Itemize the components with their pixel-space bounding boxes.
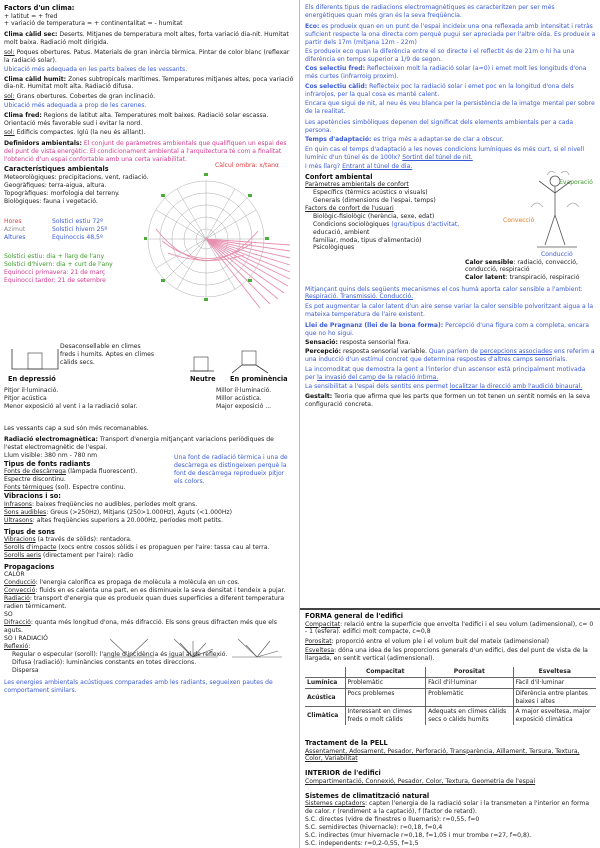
vessants-note: Les vessants cap a sud són més recomanables. bbox=[4, 425, 149, 433]
left-column bbox=[4, 0, 294, 848]
reflexio-section bbox=[4, 635, 294, 679]
neu-note: Encara que sigui de nit, al neu és veu blanca per la persistència de la imatge mental per sobre de la realitat. bbox=[305, 100, 595, 116]
font-note: Una font de radiació tèrmica i una de descàrrega es distingeixen perquè la font de descàrrega reprodueix pitjor els colors. bbox=[174, 453, 288, 485]
caracteristiques-title: Característiques ambientals bbox=[4, 165, 109, 174]
percepcio: Percepció: resposta sensorial variable. Quan parlem de percepcions associades ens referim a una inducció d'un estímul concret que determina respostes d'altres camps sensorials. bbox=[305, 348, 595, 364]
sensacio: Sensació: resposta sensorial fixa. bbox=[305, 339, 411, 347]
neutral-sketch bbox=[190, 349, 214, 373]
sistemes-captadors: Sistemes captadors: capten l'energia de la radiació solar i la transmeten a l'interior en forma de calor. r (rendiment a la captació), f (factor de retard). bbox=[305, 800, 590, 816]
factors-usuari-title: Factors de confort de l'usuari bbox=[305, 204, 394, 212]
clima-fred: Clima fred: Regions de latitut alta. Temperatures molt baixes. Radiació solar escassa. Orientació més favorable sud i evitar la nord. bbox=[4, 111, 269, 127]
factors-item: familiar, moda, tipus d'alimentació) bbox=[313, 236, 422, 244]
millor-list: Millor il·luminació. Millor acústica. Major exposició ... bbox=[216, 387, 272, 411]
caracteristiques-item: Meteorològiques: precipitacions, vent, radiació. bbox=[4, 173, 149, 181]
mecanismes-question: Mitjançant quins dels següents mecanismes el cos humà aporta calor sensible a l'ambient: Respiració. Transmissió. Conducció. bbox=[305, 285, 583, 301]
parametres-item: Específics (tèrmics acústics o visuals) bbox=[313, 189, 428, 196]
caracteristiques-item: Geogràfiques: terra-aigua, altura. bbox=[4, 181, 107, 189]
forma-title: FORMA general de l'edifici bbox=[305, 612, 404, 620]
factors-item: educació, ambient bbox=[313, 228, 370, 236]
caracteristiques-item: Topogràfiques: morfologia del terreny. bbox=[4, 189, 120, 197]
ultrasons: Ultrasons: altes freqüències superiors a 20.000Hz, períodes molt petits. bbox=[4, 516, 223, 524]
table-cell: Diferència entre plantes baixes i altes bbox=[513, 688, 596, 707]
calcul-ombra: Càlcul ombra: x/tanα bbox=[215, 162, 279, 170]
right-column bbox=[305, 0, 596, 848]
forma-section bbox=[305, 612, 596, 848]
table-cell: Adequats en climes càlids secs o càlids humits bbox=[426, 707, 513, 725]
table-header: Porositat bbox=[426, 667, 513, 677]
sensibilitat: La sensibilitat a l'espai dels sentits ens permet localitzar la direcció amb l'audició binaural. bbox=[305, 383, 583, 391]
neutre: Neutre bbox=[190, 375, 216, 384]
reflexio-title: Reflexió: bbox=[4, 642, 31, 650]
sons-audibles: Sons audibles: Greus (>250Hz), Mitjans (250>1.000Hz), Aguts (<1.000Hz) bbox=[4, 508, 232, 516]
calor-latent: Calor latent: transpiració, respiració bbox=[465, 273, 580, 281]
table-header: Esveltesa bbox=[513, 667, 596, 677]
clima-calid-sec-ubicacio: Ubicació més adequada en les parts baixes de les vessants. bbox=[4, 66, 188, 74]
llei-pragnanz: Llei de Pragnanz (llei de la bona forma): Percepció d'una figura com a completa, encara que no ho sigui. bbox=[305, 321, 589, 337]
evaporacio-label: Evaporació bbox=[559, 178, 593, 186]
calor-label: CALOR bbox=[4, 571, 25, 579]
terrain-section bbox=[4, 343, 294, 409]
eco-2: Es produeix eco quan la diferència entre el so directe i el reflectit és de 21m o hi ha una diferència en temps superior a 1/9 de segon. bbox=[305, 48, 575, 64]
table-cell: Pocs problemes bbox=[345, 688, 426, 707]
conduccio: Conducció: l'energia calorífica es propaga de molècula a molècula en un cos. bbox=[4, 579, 240, 587]
table-cell: Problemàtic bbox=[345, 677, 426, 688]
table-row bbox=[305, 707, 596, 725]
table-cell: Fàcil d'il·luminar bbox=[513, 677, 596, 688]
temps-adaptacio: Temps d'adaptació: es triga més a adaptar-se de clar a obscur. bbox=[305, 136, 504, 144]
conveccio-label: Convecció bbox=[503, 216, 535, 224]
so-label: SO bbox=[4, 611, 13, 619]
pitjor-list: Pitjor il·luminació. Pitjor acústica Menor exposició al vent i a la radiació solar. bbox=[4, 387, 138, 411]
sistema-item: S.C. directes (vidre de finestres o lluernaris): r≈0,55, f=0 bbox=[305, 816, 480, 824]
desaconsellable: Desaconsellable en climes freds i humits. Aptes en climes càlids secs. bbox=[60, 343, 155, 367]
radiacio: Radiació: transport d'energia que es produeix quan dues superfícies a diferent temperatura radien tèrmicament. bbox=[4, 595, 285, 611]
clima-fred-sol: sol: Edificis compactes. Iglú (la neu és aïllant). bbox=[4, 129, 146, 137]
porositat: Porositat: proporció entre el volum ple i el volum buit del mateix (adimensional) bbox=[305, 637, 550, 645]
parametres-item: Generals (dimensions de l'espai, temps) bbox=[313, 196, 436, 204]
clima-calid-sec-sol: sol: Poques obertures. Patus. Materials de gran inèrcia tèrmica. Pintar de color blanc (reflexar la radiació solar). bbox=[4, 48, 290, 64]
column-divider bbox=[299, 0, 300, 848]
table-cell: Climàtica bbox=[305, 707, 345, 725]
difraccio: Difracció: quanta més longitud d'ona, més difracció. Els sons greus difracten més que els aguts. bbox=[4, 619, 277, 634]
font-termica: Fonts tèrmiques (sol). Espectre continu. bbox=[4, 484, 126, 492]
en-prominencia: En prominència bbox=[230, 375, 288, 384]
table-row bbox=[305, 688, 596, 707]
calor-latent-note: Es pot augmentar la calor latent d'un aire sense variar la calor sensible polvoritzant aigua a la mateixa temperatura de l'aire existent. bbox=[305, 302, 594, 318]
incomoditat: La incomoditat que demostra la gent a l'interior d'un ascensor està principalment motivada per la invasió del camp de la relació íntima. bbox=[305, 365, 586, 381]
table-cell: Fàcil d'il·luminar bbox=[426, 677, 513, 688]
radiacio-electromagnetica: Radiació electromagnètica: Transport d'energia mitjançant variacions periòdiques de l'estat electromagnètic de l'espai. bbox=[4, 436, 274, 452]
table-cell: Acústica bbox=[305, 688, 345, 707]
clima-calid-humit-ubicacio: Ubicació més adequada a prop de les carenes. bbox=[4, 102, 147, 110]
table-header: Compacitat bbox=[345, 667, 426, 677]
tunel-question-1: En quin cas el temps d'adaptació a les noves condicions lumíniques és més curt, si el nivell lumínic d'un túnel és de 100lx? Sortint del túnel de nit. bbox=[305, 145, 585, 161]
definidors-ambientals: Definidors ambientals: El conjunt de paràmetres ambientals que qualifiquen un espai des del punt de vista energètic. El condicionament ambiental a l'arquitectura té com a finalitat l'obtenció d'un espai confortable amb una certa variabilitat. bbox=[4, 139, 287, 163]
pell-title: Tractament de la PELL bbox=[305, 738, 388, 747]
table-cell: A major esveltesa, major exposició climàtica bbox=[513, 707, 596, 725]
table-row bbox=[305, 677, 596, 688]
interior-title: INTERIOR de l'edifici bbox=[305, 769, 381, 778]
clima-calid-humit: Clima càlid humit: Zones subtropicals marítimes. Temperatures mitjanes altes, poca variació dia-nit. Humitat molt alta. Radiació difusa. bbox=[4, 75, 294, 91]
cos-selectiu-fred: Cos selectiu fred: Reflecteixen molt la radiació solar (a≈0) i emet molt les longituds d'ona més curtes (infrarroig proxim). bbox=[305, 65, 587, 81]
sistema-item: S.C. independents: r≈0,2-0,55, f≈1,5 bbox=[305, 840, 419, 848]
factors-line: + variació de temperatura = + continentalitat = - humitat bbox=[4, 20, 183, 28]
conduccio-label: Conducció bbox=[541, 250, 573, 258]
table-cell: Interessant en climes freds o molt càlids bbox=[345, 707, 426, 725]
table-cell: Lumínica bbox=[305, 677, 345, 688]
dispersa: Dispersa bbox=[12, 666, 39, 674]
factors-item: Condicions sociològiques (grau/tipus d'activitat, bbox=[313, 220, 460, 228]
espectre-discontinu: Espectre discontinu. bbox=[4, 476, 66, 484]
llum-visible: Llum visible: 380 nm - 780 nm bbox=[4, 452, 98, 459]
sorolls-aeris: Sorolls aeris (directament per l'aire): ràdio bbox=[4, 551, 134, 559]
vibracions-title: Vibracions i so: bbox=[4, 492, 61, 501]
sorolls-impacte: Sorolls d'impacte (xocs entre cossos sòlids i es propaguen per l'aire: tassa cau al terra. bbox=[4, 544, 270, 552]
sistema-item: S.C. semidirectes (hivernacle): r≈0,18, f≈0,4 bbox=[305, 824, 443, 832]
factors-line: + latitut = + fred bbox=[4, 12, 58, 20]
sistemes-title: Sistemes de climatització natural bbox=[305, 791, 430, 800]
radiacions-note: Els diferents tipus de radiacions electromagnètiques es caracteritzen per ser més energètiques quan més gran és la seva freqüència. bbox=[305, 4, 555, 19]
eco: Eco: es produeix quan en un punt de l'espai incideix una ona reflexada amb intensitat i retràs suficient respecte la ona directa com perquè pugui ser apreciada per l'altre oïda. Es produeix a partir dels 17m (mitjana 12m - 22m) bbox=[305, 22, 596, 46]
prominence-sketch bbox=[230, 347, 270, 375]
so-i-radiacio: SO I RADIACIÓ bbox=[4, 634, 48, 642]
clima-calid-humit-sol: sol: Grans obertures. Cobertes de gran inclinació. bbox=[4, 92, 156, 100]
table-header-row bbox=[305, 667, 596, 677]
energies-note: Les energies ambientals acústiques comparades amb les radiants, segueixen pautes de comportament similars. bbox=[4, 678, 273, 694]
table-header bbox=[305, 667, 345, 677]
apetencies: Les apetències simbòliques depenen del significat dels elements ambientals per a cada persona. bbox=[305, 118, 574, 134]
sun-path-diagram bbox=[144, 171, 294, 311]
compacitat: Compacitat: relació entre la superfície que envolta l'edifici i el seu volum (adimensional), c= 0 - 1 (esfera). edifici molt compacte, c≈0,8 bbox=[305, 620, 594, 636]
factors-item: Psicològiques bbox=[313, 244, 355, 252]
confort-section bbox=[305, 173, 596, 283]
factors-item: Biològic-fisiològic (herència, sexe, edat) bbox=[313, 212, 435, 220]
cos-selectiu-calid: Cos selectiu càlid: Reflecteix poc la radiació solar i emet poc en la longitud d'ona dels infrarojos, per la qual cosa es manté calent. bbox=[305, 82, 574, 98]
reflexio-difusa: Difusa (radiació): luminàncies constants en totes direccions. bbox=[12, 658, 197, 666]
solar-legend: Hores Solstici estiu 72º Azimut Solstici hivern 25º Altures Equinoccis 48,5º bbox=[4, 218, 108, 242]
solar-diagram-section bbox=[4, 162, 294, 355]
sistema-item: S.C. indirectes (mur hivernacle r≈0,18, f≈1,05 i mur trombe r≈27, f≈0,8). bbox=[305, 832, 532, 840]
depression-sketch bbox=[10, 345, 60, 375]
factors-title: Factors d'un clima: bbox=[4, 4, 75, 12]
clima-calid-sec: Clima càlid sec: Deserts. Mitjanes de temperatura molt altes, forta variació dia-nit. Humitat molt baixa. Radiació molt dirigida. bbox=[4, 31, 289, 47]
tipus-fonts-title: Tipus de fonts radiants bbox=[4, 459, 91, 468]
parametres-title: Paràmetres ambientals de confort bbox=[305, 181, 409, 189]
pell-list: Assentament, Adosament, Pesador, Perforació, Transparència, Aïllament, Tersura, Textura, Color, Variabilitat bbox=[305, 747, 580, 763]
confort-title: Confort ambiental bbox=[305, 172, 373, 181]
infrasons: Infrasons: baixes freqüències no audibles, períodes molt grans. bbox=[4, 500, 198, 508]
conveccio: Convecció: fluids en es calenta una part, en es disminueix la seva densitat i tendeix a pujar. bbox=[4, 587, 286, 595]
gestalt: Gestalt: Teoria que afirma que les parts que formen un tot tenen un sentit només en la seva configuració concreta. bbox=[305, 392, 591, 408]
vibracions: Vibracions (a través de sòlids): rentadora. bbox=[4, 536, 132, 544]
interior-list: Compartimentació, Connexió, Pesador, Color, Textura, Geometria de l'espai bbox=[305, 777, 536, 785]
font-descarrega: Fonts de descàrrega (làmpada fluorescent). bbox=[4, 468, 138, 476]
comparison-table bbox=[305, 667, 596, 725]
propagacions-title: Propagacions bbox=[4, 562, 55, 571]
esveltesa: Esveltesa: dóna una idea de les proporcions generals d'un edifici, des del punt de vista de la llargada, en sentit vertical (adimensional). bbox=[305, 647, 588, 663]
table-cell: Problemàtic bbox=[426, 688, 513, 707]
solstice-notes: Solstici estiu: dia + llarg de l'any Solstici d'hivern: dia + curt de l'any Equinocci primavera: 21 de març Equinocci tardor: 21 de setembre bbox=[4, 253, 113, 285]
en-depressio: En depressió bbox=[8, 375, 56, 384]
tipus-sons-title: Tipus de sons bbox=[4, 527, 55, 536]
calor-sensible: Calor sensible: radiació, convecció, conducció, respiració bbox=[465, 258, 578, 274]
reflexio-regular: Regular o especular (soroll): l'angle d'incidència és igual al de reflexió. bbox=[12, 650, 228, 658]
caracteristiques-item: Biològiques: fauna i vegetació. bbox=[4, 197, 98, 205]
tunel-question-2: I més llarg? Entrant al túnel de dia. bbox=[305, 163, 413, 171]
